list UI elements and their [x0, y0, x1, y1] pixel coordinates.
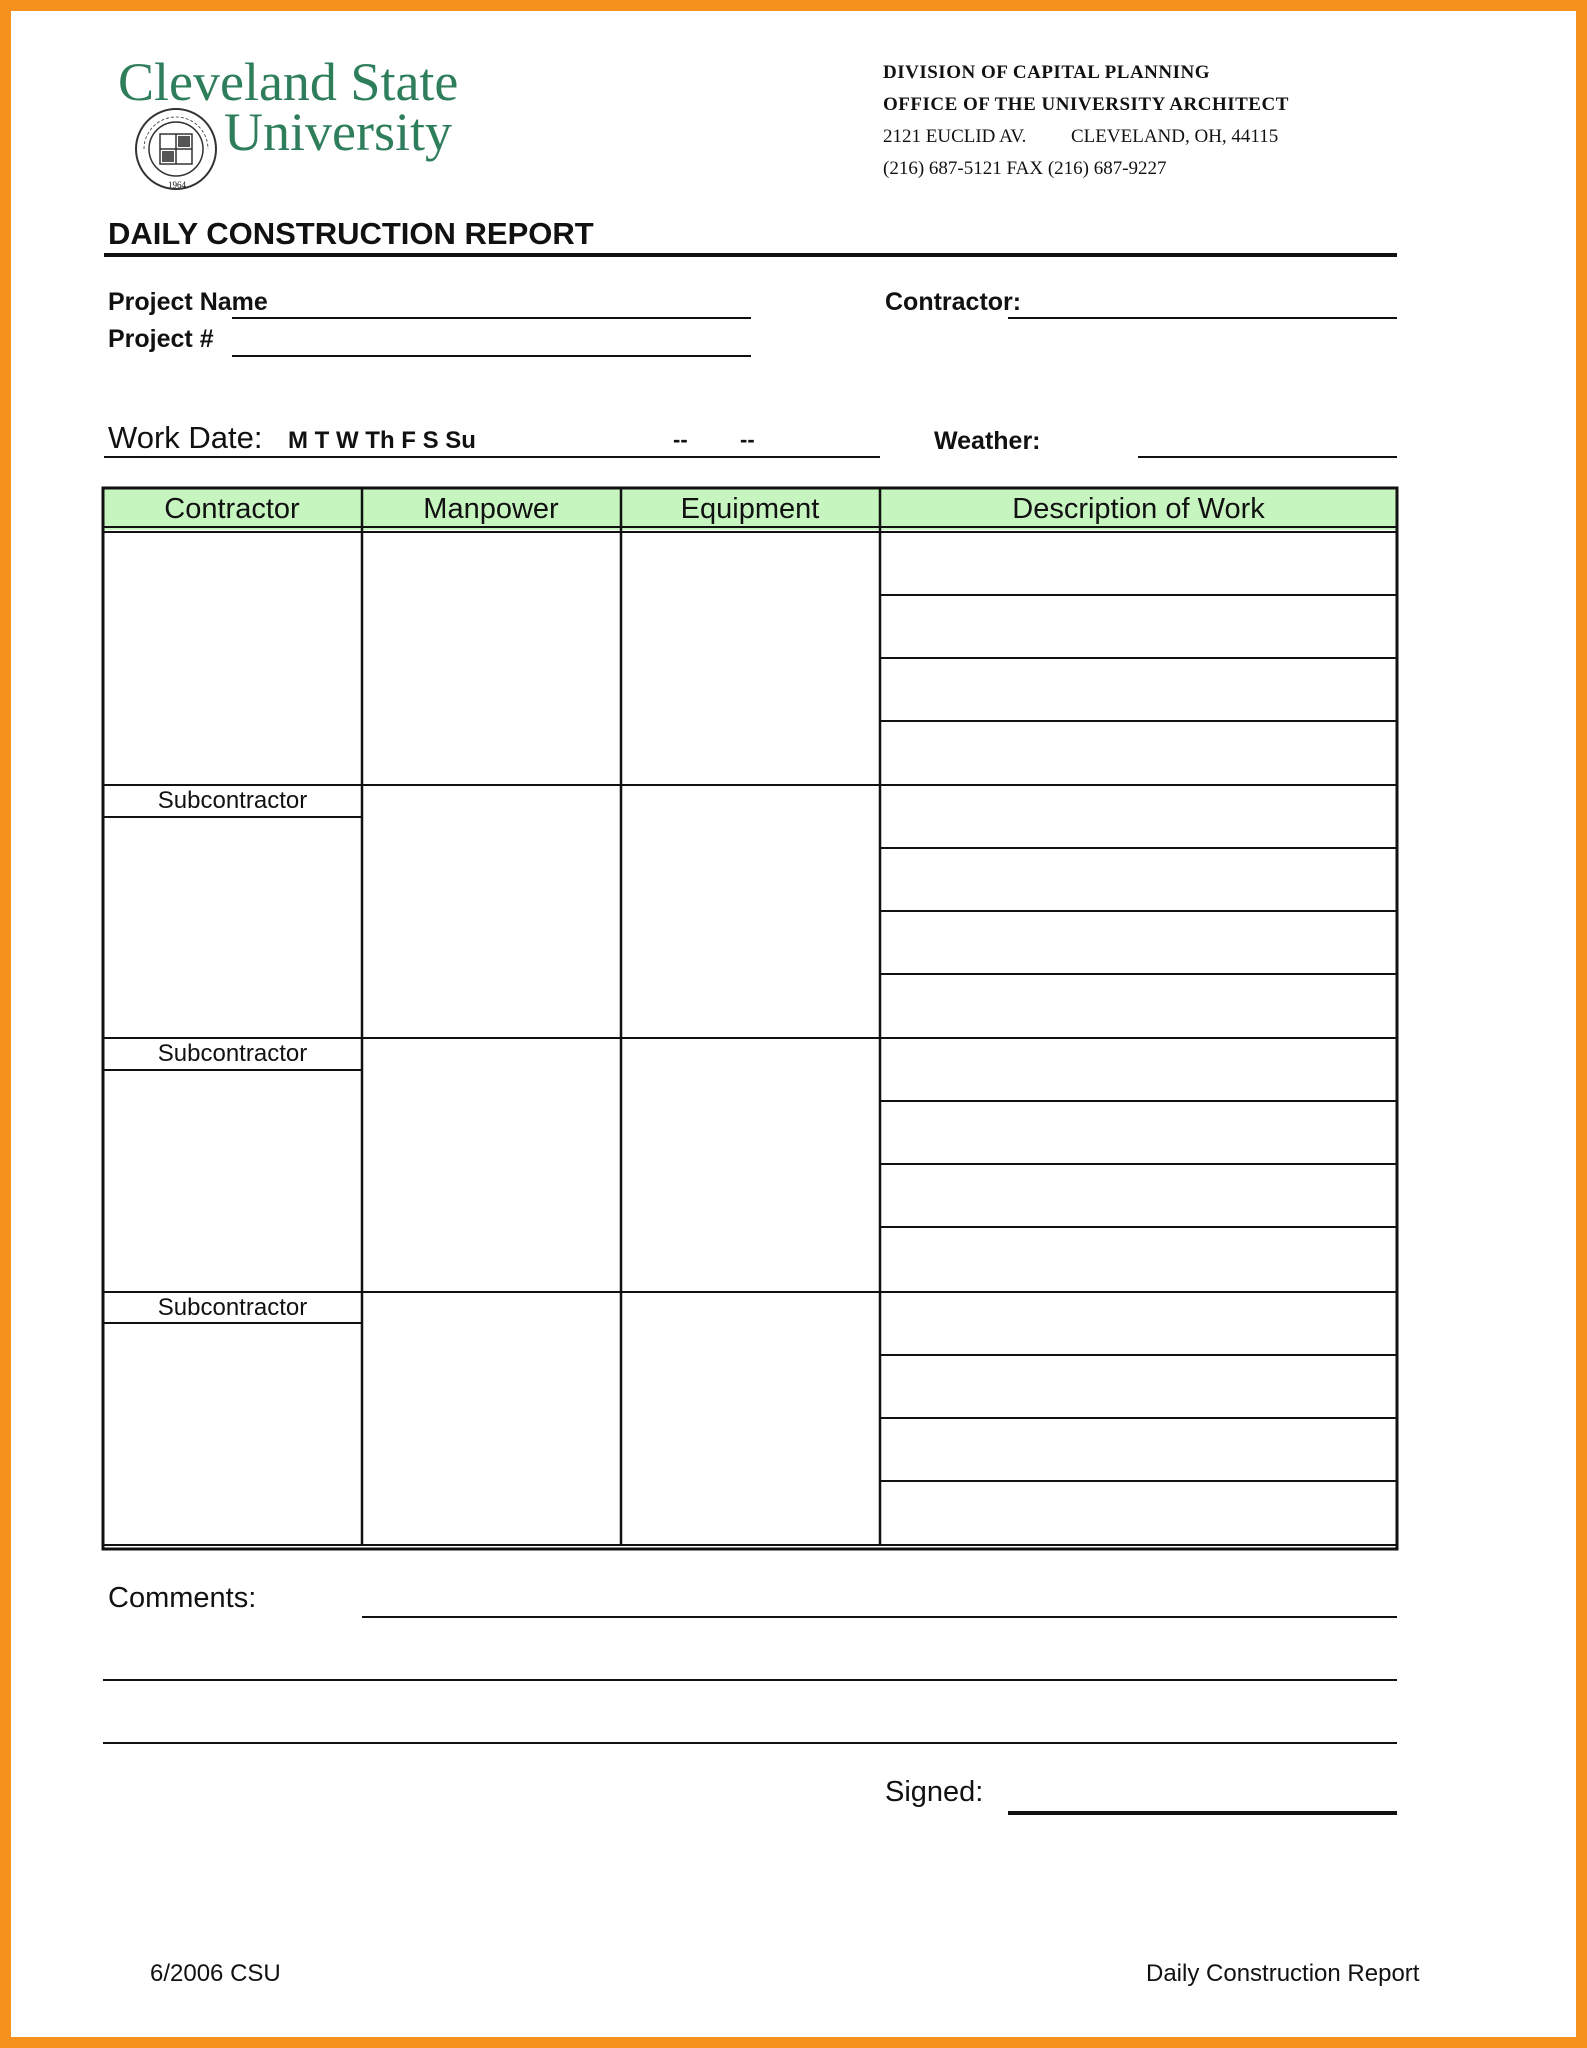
subcontractor-label-3: Subcontractor [157, 1294, 308, 1321]
signature-field[interactable] [1008, 1811, 1397, 1815]
comments-label: Comments: [108, 1582, 257, 1614]
footer-title: Daily Construction Report [1146, 1960, 1420, 1987]
comments-line-1[interactable] [362, 1616, 1397, 1618]
signed-label: Signed: [885, 1776, 984, 1808]
contractor-field-label: Contractor: [885, 288, 1022, 316]
comments-line-2[interactable] [103, 1679, 1397, 1681]
office-phone: (216) 687-5121 FAX (216) 687-9227 [883, 158, 1167, 179]
date-separator-1: -- [673, 427, 688, 452]
project-name-label: Project Name [108, 288, 268, 316]
weather-label: Weather: [934, 427, 1041, 455]
seal-year: 1964 [168, 180, 186, 190]
weekday-options[interactable]: M T W Th F S Su [288, 427, 476, 454]
column-header-description: Description of Work [1012, 493, 1265, 525]
footer-revision: 6/2006 CSU [150, 1960, 281, 1987]
office-division: DIVISION OF CAPITAL PLANNING [883, 62, 1211, 83]
project-number-label: Project # [108, 325, 214, 353]
office-city: CLEVELAND, OH, 44115 [1071, 126, 1279, 147]
column-header-contractor: Contractor [164, 493, 300, 525]
subcontractor-label-2: Subcontractor [157, 1040, 308, 1067]
office-address: 2121 EUCLID AV. [883, 126, 1027, 147]
date-separator-2: -- [740, 427, 755, 452]
report-title: DAILY CONSTRUCTION REPORT [108, 216, 594, 251]
logo-line2: University [224, 102, 452, 162]
logo-line1: Cleveland State [118, 52, 459, 112]
office-architect: OFFICE OF THE UNIVERSITY ARCHITECT [883, 94, 1289, 115]
column-header-manpower: Manpower [423, 493, 559, 525]
work-date-label: Work Date: [108, 420, 263, 455]
column-header-equipment: Equipment [680, 493, 820, 525]
subcontractor-label-1: Subcontractor [157, 787, 308, 814]
comments-line-3[interactable] [103, 1742, 1397, 1744]
